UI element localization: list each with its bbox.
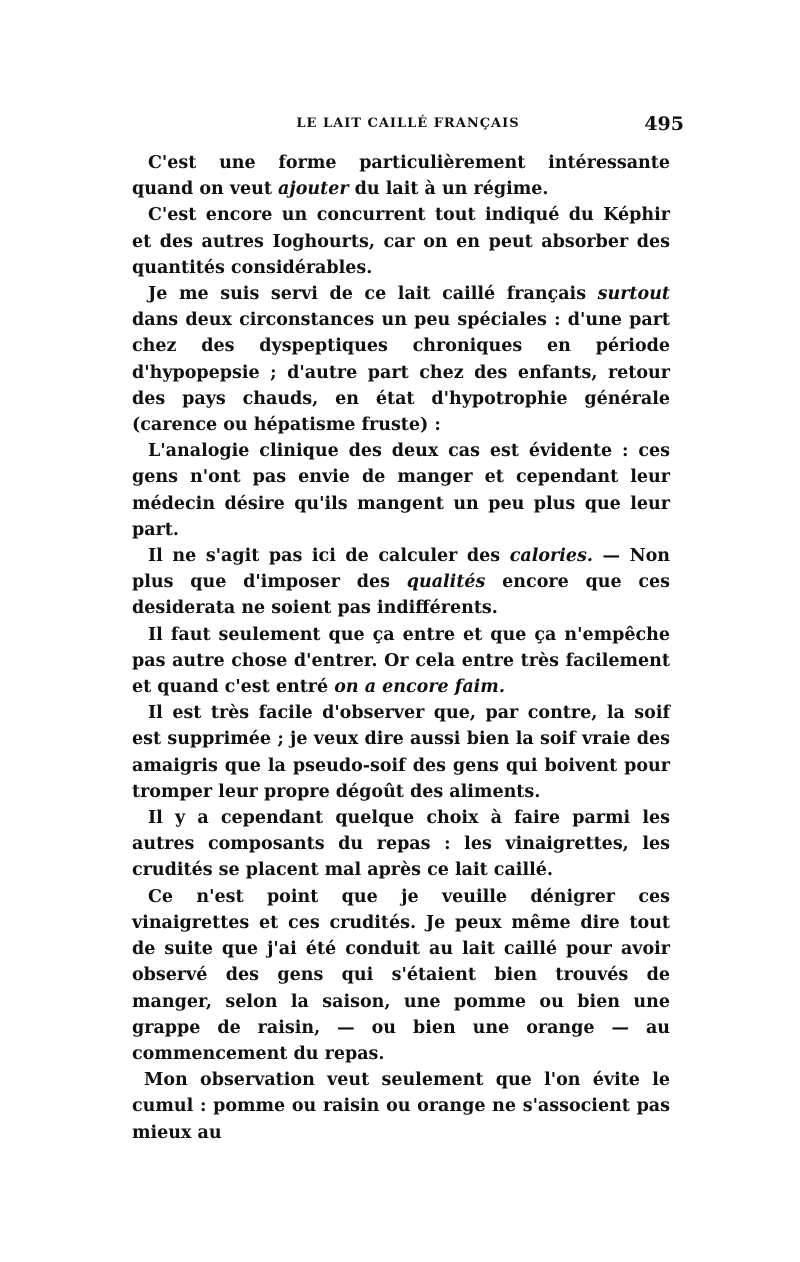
paragraph [132, 202, 670, 281]
italic-segment: qualités [406, 572, 486, 593]
text-segment: du lait à un régime. [348, 179, 549, 200]
italic-segment: surtout [597, 284, 670, 305]
text-segment: — Non plus que d'imposer des [132, 546, 671, 593]
text-segment: Il est très facile d'observer que, par contre, la soif est supprimée ; je veux dire aussi bien la soif vraie des amaigris que la pseudo-soif des gens qui boivent pour tromper leur propre dégoût des aliments. [132, 703, 670, 802]
text-segment: Ce n'est point que je veuille dénigrer ces vinaigrettes et ces crudités. Je peux même dire tout de suite que j'ai été conduit au lait caillé pour avoir observé des gens qui s'étaient bien trouvés de manger, selon la saison, une pomme ou bien une grappe de raisin, — ou bien une orange — au commencement du repas. [132, 886, 670, 1064]
text-segment: Il faut seulement que ça entre et que ça n'empêche pas autre chose d'entrer. Or cela entre très facilement et quand c'est entré [132, 624, 670, 698]
text-segment: C'est encore un concurrent tout indiqué du Képhir et des autres Ioghourts, car on en peut absorber des quantités considérables. [132, 205, 670, 278]
italic-segment: on a encore faim. [334, 677, 505, 698]
paragraph [132, 1067, 670, 1146]
paragraph [132, 700, 670, 805]
paragraph [132, 281, 670, 438]
paragraph [132, 805, 670, 884]
page-number: 495 [644, 113, 684, 135]
italic-segment: ajouter [278, 179, 349, 200]
page-header [132, 113, 684, 138]
text-segment: Il ne s'agit pas ici de calculer des [148, 546, 510, 567]
text-segment: L'analogie clinique des deux cas est évidente : ces gens n'ont pas envie de manger et cependant leur médecin désire qu'ils mangent un peu plus que leur part. [132, 441, 670, 540]
text-segment: encore que ces desiderata ne soient pas indifférents. [132, 572, 670, 619]
paragraph [132, 543, 670, 622]
paragraph [132, 884, 670, 1067]
body-text [132, 150, 670, 1146]
paragraph [132, 622, 670, 701]
paragraph [132, 150, 670, 202]
text-segment: Je me suis servi de ce lait caillé français [148, 284, 598, 305]
italic-segment: calories. [509, 546, 593, 567]
text-segment: C'est une forme particulièrement intéressante quand on veut [132, 153, 670, 200]
text-segment: Il y a cependant quelque choix à faire parmi les autres composants du repas : les vinaigrettes, les crudités se placent mal après ce lait caillé. [132, 808, 670, 881]
text-segment: dans deux circonstances un peu spéciales : d'une part chez des dyspeptiques chroniques en période d'hypopepsie ; d'autre part chez des enfants, retour des pays chauds, en état d'hypotrophie générale (carence ou hépatisme fruste) : [132, 310, 670, 436]
text-segment: Mon observation veut seulement que l'on évite le cumul : pomme ou raisin ou orange ne s'associent pas mieux au [132, 1070, 670, 1143]
running-title: LE LAIT CAILLÉ FRANÇAIS [296, 116, 520, 131]
paragraph [132, 438, 670, 543]
